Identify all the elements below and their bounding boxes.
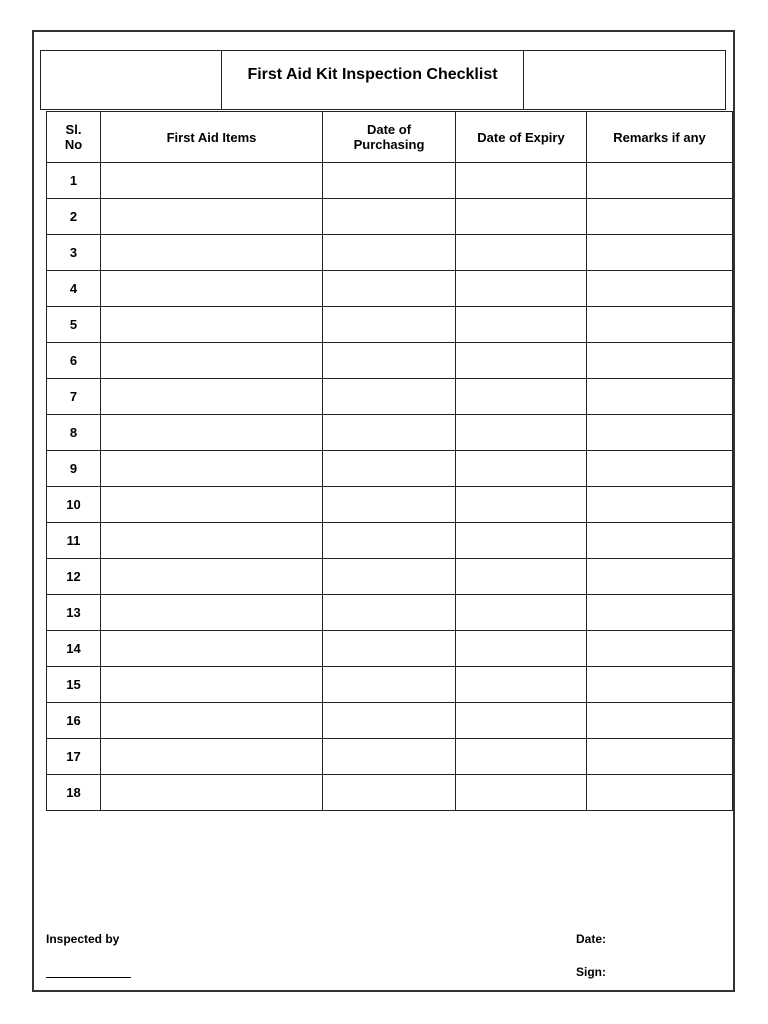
cell-remarks[interactable]	[587, 343, 733, 379]
cell-first-aid-item[interactable]	[101, 307, 323, 343]
header-remarks: Remarks if any	[587, 112, 733, 163]
cell-date-of-purchasing[interactable]	[323, 343, 456, 379]
table-row	[47, 163, 733, 199]
cell-sl-no: 1	[47, 163, 101, 199]
cell-sl-no: 18	[47, 775, 101, 811]
cell-date-of-purchasing[interactable]	[323, 235, 456, 271]
cell-remarks[interactable]	[587, 451, 733, 487]
cell-date-of-expiry[interactable]	[456, 559, 587, 595]
sign-label: Sign:	[576, 965, 606, 979]
cell-date-of-expiry[interactable]	[456, 307, 587, 343]
cell-sl-no: 2	[47, 199, 101, 235]
table-row	[47, 343, 733, 379]
cell-date-of-purchasing[interactable]	[323, 271, 456, 307]
cell-first-aid-item[interactable]	[101, 523, 323, 559]
date-label: Date:	[576, 932, 607, 946]
table-row	[47, 631, 733, 667]
table-row	[47, 559, 733, 595]
cell-date-of-expiry[interactable]	[456, 523, 587, 559]
cell-sl-no: 3	[47, 235, 101, 271]
cell-sl-no: 17	[47, 739, 101, 775]
cell-date-of-purchasing[interactable]	[323, 199, 456, 235]
cell-date-of-purchasing[interactable]	[323, 667, 456, 703]
header-date-of-expiry: Date of Expiry	[456, 112, 587, 163]
cell-first-aid-item[interactable]	[101, 379, 323, 415]
cell-sl-no: 4	[47, 271, 101, 307]
cell-date-of-purchasing[interactable]	[323, 631, 456, 667]
cell-date-of-purchasing[interactable]	[323, 307, 456, 343]
table-row	[47, 451, 733, 487]
cell-date-of-expiry[interactable]	[456, 487, 587, 523]
cell-date-of-expiry[interactable]	[456, 379, 587, 415]
cell-first-aid-item[interactable]	[101, 559, 323, 595]
title-box	[40, 50, 726, 110]
document-title: First Aid Kit Inspection Checklist	[222, 51, 524, 109]
cell-remarks[interactable]	[587, 235, 733, 271]
table-row	[47, 595, 733, 631]
cell-first-aid-item[interactable]	[101, 415, 323, 451]
cell-remarks[interactable]	[587, 631, 733, 667]
cell-date-of-purchasing[interactable]	[323, 379, 456, 415]
cell-date-of-purchasing[interactable]	[323, 559, 456, 595]
cell-first-aid-item[interactable]	[101, 703, 323, 739]
cell-first-aid-item[interactable]	[101, 163, 323, 199]
header-date-of-purchasing: Date of Purchasing	[323, 112, 456, 163]
cell-date-of-expiry[interactable]	[456, 631, 587, 667]
cell-date-of-purchasing[interactable]	[323, 703, 456, 739]
cell-date-of-expiry[interactable]	[456, 595, 587, 631]
table-row	[47, 379, 733, 415]
cell-first-aid-item[interactable]	[101, 199, 323, 235]
cell-sl-no: 5	[47, 307, 101, 343]
cell-date-of-purchasing[interactable]	[323, 523, 456, 559]
cell-sl-no: 10	[47, 487, 101, 523]
cell-date-of-expiry[interactable]	[456, 235, 587, 271]
cell-date-of-purchasing[interactable]	[323, 595, 456, 631]
cell-sl-no: 6	[47, 343, 101, 379]
cell-date-of-purchasing[interactable]	[323, 451, 456, 487]
cell-remarks[interactable]	[587, 595, 733, 631]
inspected-by-signature-line[interactable]	[46, 977, 131, 978]
cell-remarks[interactable]	[587, 271, 733, 307]
table-row	[47, 199, 733, 235]
title-box-right-cell	[524, 51, 725, 109]
cell-first-aid-item[interactable]	[101, 487, 323, 523]
cell-date-of-purchasing[interactable]	[323, 487, 456, 523]
table-row	[47, 235, 733, 271]
cell-remarks[interactable]	[587, 739, 733, 775]
cell-remarks[interactable]	[587, 775, 733, 811]
cell-sl-no: 12	[47, 559, 101, 595]
cell-date-of-expiry[interactable]	[456, 271, 587, 307]
table-row	[47, 307, 733, 343]
header-first-aid-items: First Aid Items	[101, 112, 323, 163]
inspected-by-label: Inspected by	[46, 932, 120, 946]
cell-first-aid-item[interactable]	[101, 739, 323, 775]
cell-sl-no: 14	[47, 631, 101, 667]
cell-date-of-expiry[interactable]	[456, 667, 587, 703]
cell-sl-no: 15	[47, 667, 101, 703]
cell-date-of-expiry[interactable]	[456, 775, 587, 811]
table-row	[47, 703, 733, 739]
cell-sl-no: 11	[47, 523, 101, 559]
cell-remarks[interactable]	[587, 163, 733, 199]
cell-remarks[interactable]	[587, 559, 733, 595]
cell-remarks[interactable]	[587, 667, 733, 703]
cell-date-of-purchasing[interactable]	[323, 775, 456, 811]
cell-sl-no: 8	[47, 415, 101, 451]
table-row	[47, 667, 733, 703]
table-header-row	[47, 112, 733, 163]
cell-remarks[interactable]	[587, 523, 733, 559]
cell-date-of-expiry[interactable]	[456, 739, 587, 775]
cell-date-of-expiry[interactable]	[456, 163, 587, 199]
cell-sl-no: 7	[47, 379, 101, 415]
cell-date-of-purchasing[interactable]	[323, 415, 456, 451]
cell-first-aid-item[interactable]	[101, 595, 323, 631]
title-box-left-cell	[41, 51, 222, 109]
cell-date-of-expiry[interactable]	[456, 343, 587, 379]
cell-date-of-purchasing[interactable]	[323, 739, 456, 775]
header-sl-no: Sl. No	[47, 112, 101, 163]
cell-date-of-purchasing[interactable]	[323, 163, 456, 199]
inspection-table	[46, 111, 733, 811]
cell-first-aid-item[interactable]	[101, 631, 323, 667]
cell-first-aid-item[interactable]	[101, 343, 323, 379]
cell-remarks[interactable]	[587, 199, 733, 235]
cell-remarks[interactable]	[587, 415, 733, 451]
cell-first-aid-item[interactable]	[101, 235, 323, 271]
cell-first-aid-item[interactable]	[101, 775, 323, 811]
table-row	[47, 415, 733, 451]
table-row	[47, 523, 733, 559]
table-body	[47, 163, 733, 811]
cell-date-of-expiry[interactable]	[456, 199, 587, 235]
table-row	[47, 739, 733, 775]
table-row	[47, 271, 733, 307]
table-row	[47, 487, 733, 523]
cell-sl-no: 13	[47, 595, 101, 631]
cell-sl-no: 16	[47, 703, 101, 739]
cell-date-of-expiry[interactable]	[456, 451, 587, 487]
cell-remarks[interactable]	[587, 703, 733, 739]
cell-sl-no: 9	[47, 451, 101, 487]
cell-remarks[interactable]	[587, 307, 733, 343]
cell-first-aid-item[interactable]	[101, 451, 323, 487]
table-row	[47, 775, 733, 811]
cell-date-of-expiry[interactable]	[456, 415, 587, 451]
cell-remarks[interactable]	[587, 379, 733, 415]
cell-first-aid-item[interactable]	[101, 271, 323, 307]
cell-first-aid-item[interactable]	[101, 667, 323, 703]
cell-date-of-expiry[interactable]	[456, 703, 587, 739]
cell-remarks[interactable]	[587, 487, 733, 523]
